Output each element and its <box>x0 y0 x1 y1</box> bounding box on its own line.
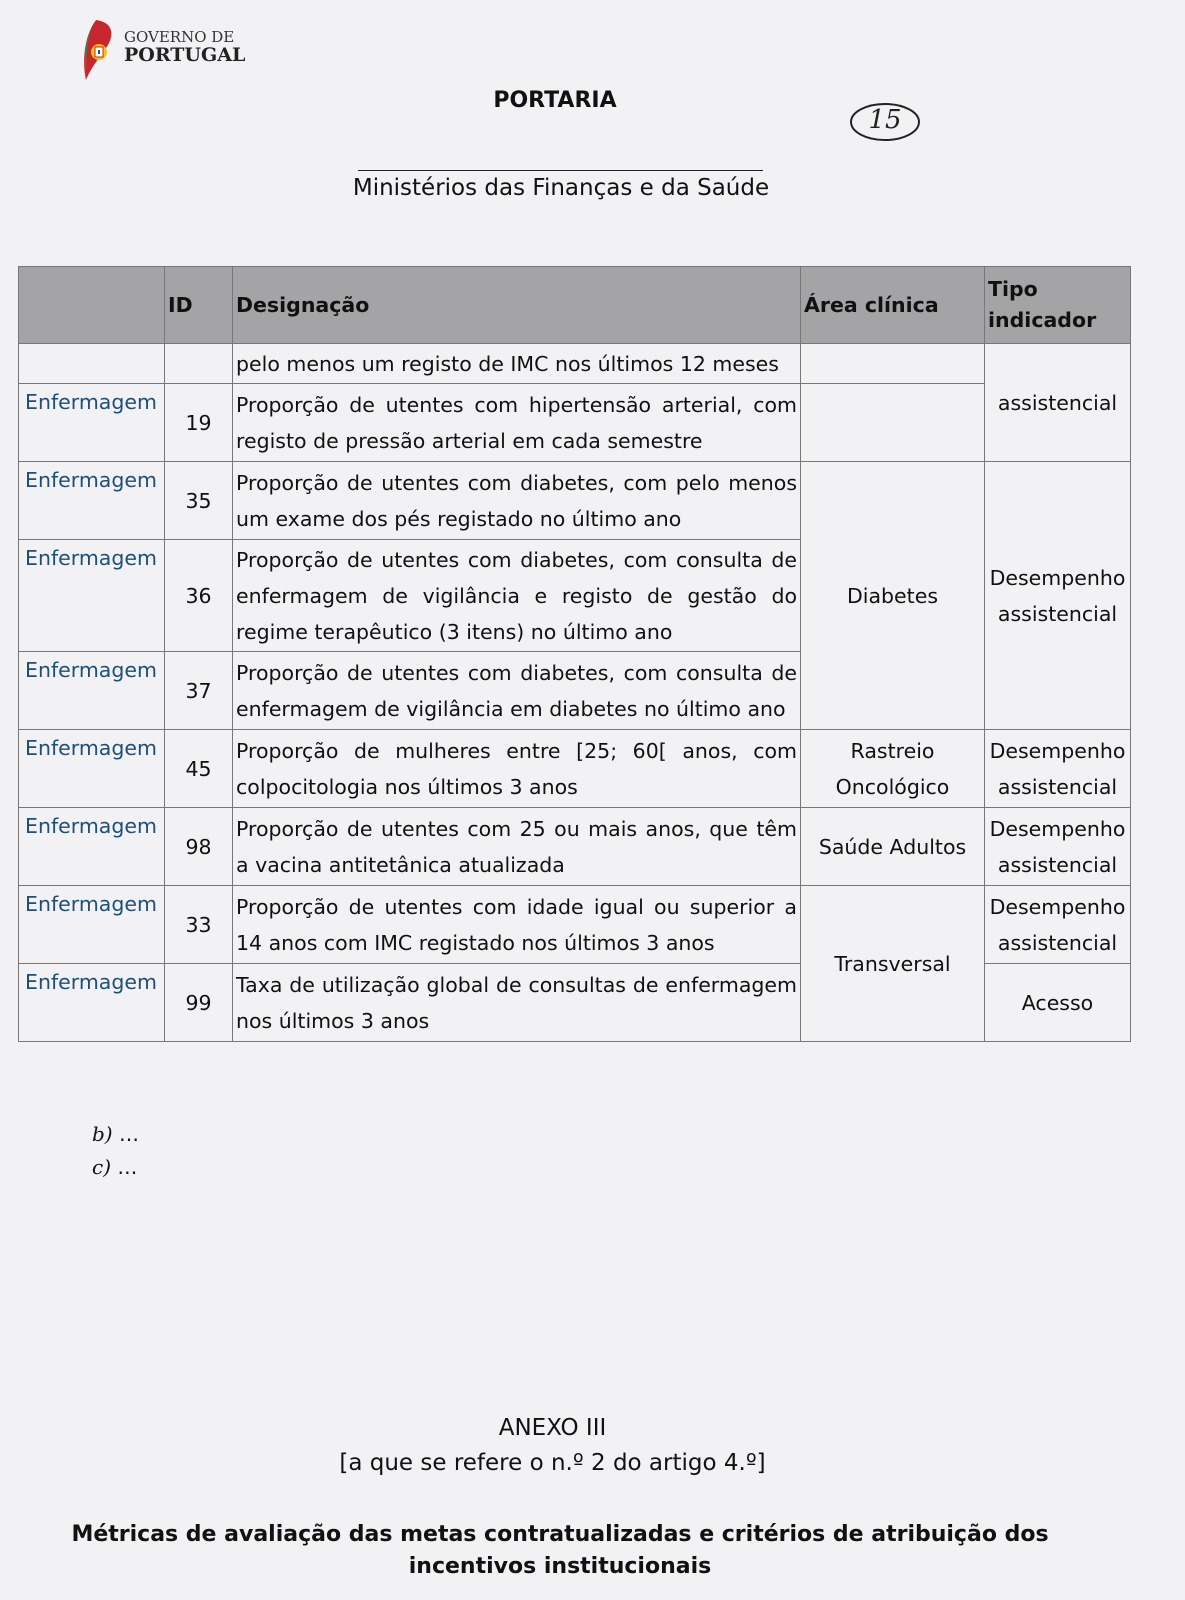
cell-id: 98 <box>165 808 233 886</box>
logo-line-2: PORTUGAL <box>124 44 246 66</box>
page-title: PORTARIA <box>493 88 617 113</box>
cell-designacao: Proporção de utentes com diabetes, com consulta de enfermagem de vigilância em diabetes no último ano <box>233 652 801 730</box>
handwritten-page-number <box>848 100 922 144</box>
list-marker-b: b) <box>92 1122 113 1146</box>
header-tipo-indicador: Tipo indicador <box>985 267 1131 344</box>
annex-reference: [a que se refere o n.º 2 do artigo 4.º] <box>339 1450 766 1476</box>
coat-of-arms-icon <box>82 18 122 82</box>
cell-id: 33 <box>165 886 233 964</box>
continuation-list <box>92 1118 139 1184</box>
cell-designacao: Proporção de utentes com hipertensão arterial, com registo de pressão arterial em cada semestre <box>233 384 801 462</box>
cell-id: 45 <box>165 730 233 808</box>
cell-area: Enfermagem <box>19 462 165 540</box>
cell-designacao: Taxa de utilização global de consultas de enfermagem nos últimos 3 anos <box>233 964 801 1042</box>
table-row <box>19 344 1131 384</box>
list-text-c: … <box>117 1155 138 1179</box>
cell-tipo: assistencial <box>985 344 1131 462</box>
cell-tipo: Desempenho assistencial <box>985 808 1131 886</box>
annex-heading: Métricas de avaliação das metas contratualizadas e critérios de atribuição dos incentivos institucionais <box>71 1522 1049 1579</box>
cell-tipo: Desempenho assistencial <box>985 462 1131 730</box>
cell-tipo: Acesso <box>985 964 1131 1042</box>
table-row <box>19 462 1131 540</box>
header-id: ID <box>165 267 233 344</box>
annex-title: ANEXO III <box>498 1415 607 1441</box>
cell-area: Enfermagem <box>19 384 165 462</box>
cell-area-clinica: Rastreio Oncológico <box>801 730 985 808</box>
cell-id: 37 <box>165 652 233 730</box>
table-row <box>19 808 1131 886</box>
list-marker-c: c) <box>92 1155 112 1179</box>
table-row <box>19 384 1131 462</box>
cell-id <box>165 344 233 384</box>
logo-line-1: GOVERNO DE <box>124 28 235 46</box>
list-item-c <box>92 1151 139 1184</box>
cell-designacao: Proporção de utentes com 25 ou mais anos, que têm a vacina antitetânica atualizada <box>233 808 801 886</box>
cell-area: Enfermagem <box>19 540 165 652</box>
table-header-row <box>19 267 1131 344</box>
table-row <box>19 886 1131 964</box>
page-number: 15 <box>868 105 902 135</box>
table-row <box>19 730 1131 808</box>
cell-area-clinica: Saúde Adultos <box>801 808 985 886</box>
cell-area-clinica: Transversal <box>801 886 985 1042</box>
cell-area: Enfermagem <box>19 808 165 886</box>
indicators-table <box>18 266 1131 1042</box>
governo-de-portugal-logo <box>82 18 246 84</box>
cell-designacao: pelo menos um registo de IMC nos últimos 12 meses <box>233 344 801 384</box>
cell-area: Enfermagem <box>19 886 165 964</box>
cell-designacao: Proporção de mulheres entre [25; 60[ anos, com colpocitologia nos últimos 3 anos <box>233 730 801 808</box>
cell-area <box>19 344 165 384</box>
cell-id: 19 <box>165 384 233 462</box>
list-item-b <box>92 1118 139 1151</box>
cell-area-clinica-empty <box>801 384 985 462</box>
header-designacao: Designação <box>233 267 801 344</box>
cell-id: 36 <box>165 540 233 652</box>
cell-designacao: Proporção de utentes com diabetes, com consulta de enfermagem de vigilância e registo de gestão do regime terapêutico (3 itens) no último ano <box>233 540 801 652</box>
page-subtitle: Ministérios das Finanças e da Saúde <box>352 175 770 201</box>
cell-area: Enfermagem <box>19 652 165 730</box>
cell-id: 35 <box>165 462 233 540</box>
cell-designacao: Proporção de utentes com idade igual ou superior a 14 anos com IMC registado nos últimos 3 anos <box>233 886 801 964</box>
cell-id: 99 <box>165 964 233 1042</box>
title-divider <box>358 170 763 171</box>
cell-tipo: Desempenho assistencial <box>985 730 1131 808</box>
cell-area: Enfermagem <box>19 964 165 1042</box>
cell-area-clinica-empty <box>801 344 985 384</box>
cell-area: Enfermagem <box>19 730 165 808</box>
header-area <box>19 267 165 344</box>
list-text-b: … <box>118 1122 139 1146</box>
annex-header <box>0 1411 1105 1481</box>
cell-designacao: Proporção de utentes com diabetes, com pelo menos um exame dos pés registado no último ano <box>233 462 801 540</box>
cell-tipo: Desempenho assistencial <box>985 886 1131 964</box>
header-area-clinica: Área clínica <box>801 267 985 344</box>
cell-area-clinica: Diabetes <box>801 462 985 730</box>
